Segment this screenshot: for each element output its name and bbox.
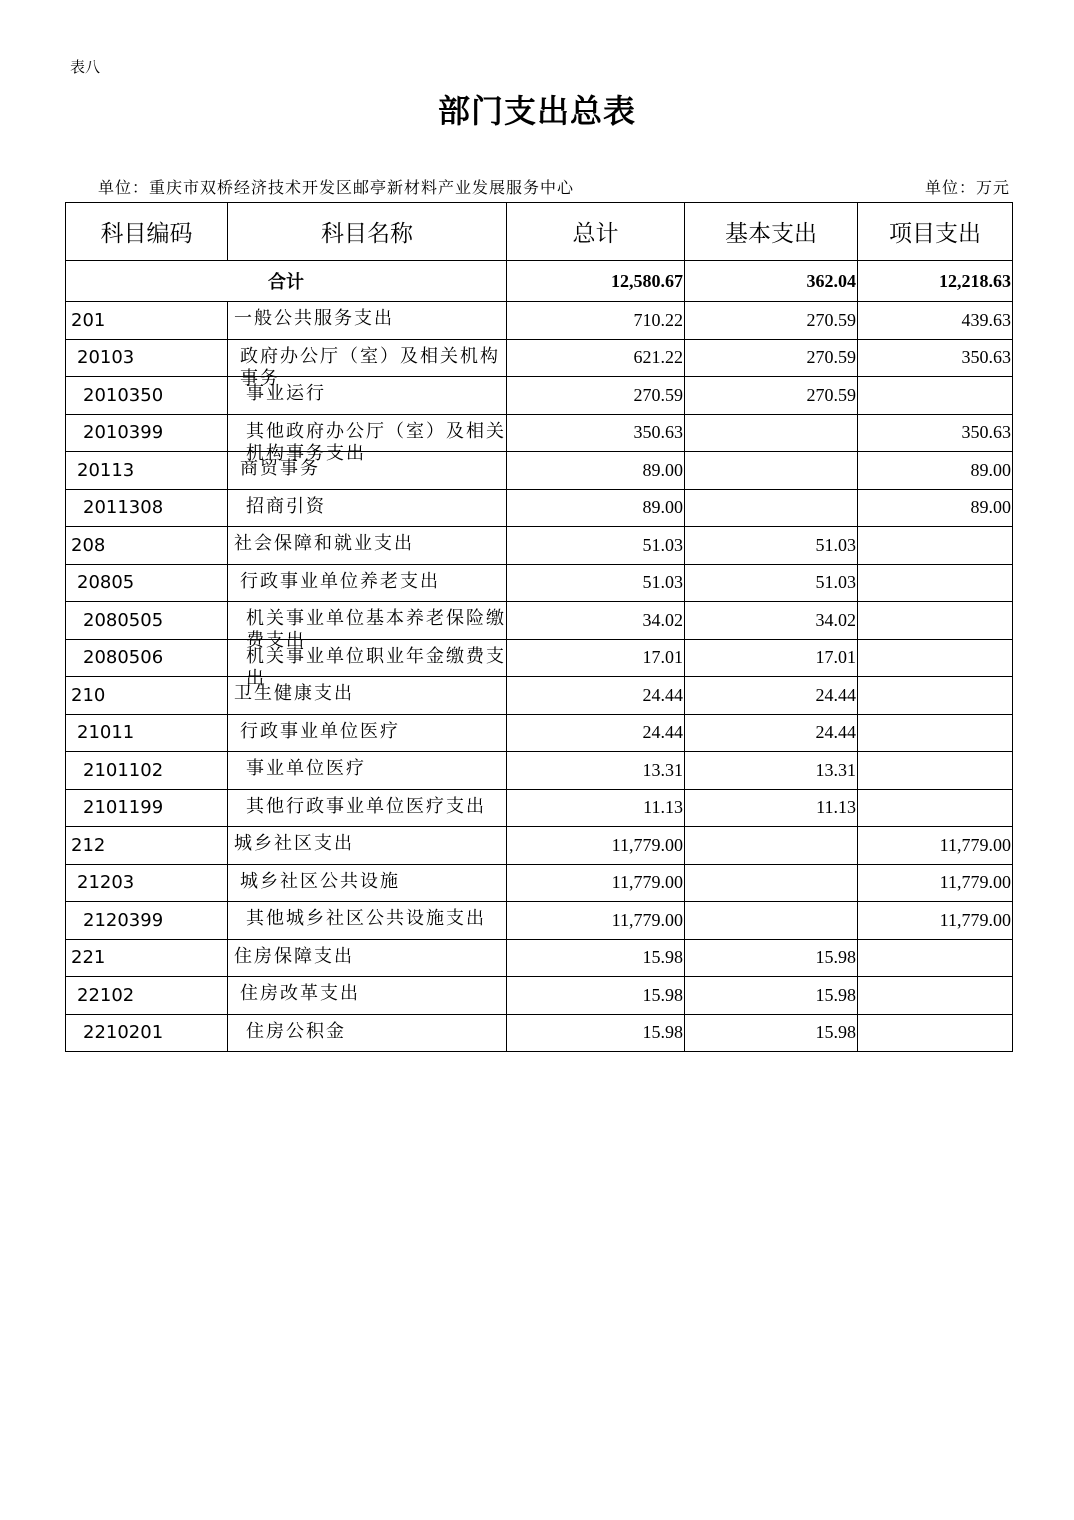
row-name-text: 其他行政事业单位医疗支出 (246, 795, 486, 817)
row-code-text: 21011 (77, 722, 135, 744)
row-code-text: 2080506 (83, 647, 164, 669)
row-name-text: 行政事业单位养老支出 (240, 570, 440, 592)
row-name-text: 卫生健康支出 (234, 683, 354, 704)
table-row (66, 564, 1013, 602)
row-basic (685, 827, 858, 865)
row-code-text: 2010399 (83, 422, 164, 444)
row-code (66, 752, 228, 790)
row-total: 11,779.00 (507, 902, 685, 940)
row-code (66, 677, 228, 715)
row-code (66, 939, 228, 977)
table-row (66, 677, 1013, 715)
row-total: 51.03 (507, 564, 685, 602)
row-basic: 15.98 (685, 977, 858, 1015)
row-total: 15.98 (507, 977, 685, 1015)
row-name-text: 其他政府办公厅（室）及相关机构事务支出 (246, 420, 506, 464)
row-code-text: 2101102 (83, 759, 164, 781)
page-title: 部门支出总表 (437, 92, 636, 130)
row-total: 24.44 (507, 677, 685, 715)
row-project (858, 1014, 1013, 1052)
table-row (66, 939, 1013, 977)
row-name (228, 489, 507, 527)
row-project (858, 564, 1013, 602)
row-total: 11,779.00 (507, 827, 685, 865)
header-project: 项目支出 (858, 203, 1013, 261)
row-total: 17.01 (507, 639, 685, 677)
row-basic: 13.31 (685, 752, 858, 790)
row-code-text: 2101199 (83, 797, 164, 819)
row-code (66, 714, 228, 752)
row-code-text: 22102 (77, 984, 135, 1006)
row-project: 11,779.00 (858, 827, 1013, 865)
total-sum: 12,580.67 (507, 261, 685, 302)
row-code (66, 302, 228, 340)
row-code (66, 452, 228, 490)
row-code-text: 208 (71, 534, 106, 556)
row-project (858, 752, 1013, 790)
table-row (66, 339, 1013, 377)
row-project: 350.63 (858, 339, 1013, 377)
currency-unit: 单位：万元 (924, 178, 1010, 197)
organization-unit: 单位：重庆市双桥经济技术开发区邮亭新材料产业发展服务中心 (98, 178, 575, 197)
row-project: 89.00 (858, 452, 1013, 490)
row-project: 89.00 (858, 489, 1013, 527)
row-code (66, 977, 228, 1015)
row-code-text: 20113 (77, 459, 135, 481)
row-name-text: 社会保障和就业支出 (234, 533, 414, 554)
row-code-text: 2010350 (83, 384, 164, 406)
row-code (66, 527, 228, 565)
row-basic (685, 902, 858, 940)
table-row (66, 977, 1013, 1015)
row-basic: 11.13 (685, 789, 858, 827)
row-code-text: 221 (71, 947, 106, 969)
row-name (228, 789, 507, 827)
row-code (66, 564, 228, 602)
row-name-text: 事业单位医疗 (246, 758, 366, 779)
table-row (66, 827, 1013, 865)
row-basic: 15.98 (685, 1014, 858, 1052)
row-basic (685, 414, 858, 452)
row-name-text: 一般公共服务支出 (234, 308, 394, 329)
row-name (228, 827, 507, 865)
row-name-text: 城乡社区公共设施 (240, 870, 400, 892)
row-project (858, 939, 1013, 977)
row-name (228, 1014, 507, 1052)
table-row (66, 752, 1013, 790)
row-code (66, 1014, 228, 1052)
row-basic (685, 452, 858, 490)
row-basic: 15.98 (685, 939, 858, 977)
row-name-text: 其他城乡社区公共设施支出 (246, 908, 486, 929)
table-number: 表八 (70, 58, 101, 76)
row-total: 350.63 (507, 414, 685, 452)
row-name (228, 752, 507, 790)
header-basic: 基本支出 (685, 203, 858, 261)
row-code (66, 489, 228, 527)
row-code (66, 377, 228, 415)
row-code-text: 201 (71, 309, 106, 331)
row-name-text: 机关事业单位职业年金缴费支出 (246, 645, 506, 689)
row-name (228, 677, 507, 715)
row-basic: 17.01 (685, 639, 858, 677)
row-code-text: 2210201 (83, 1022, 164, 1044)
row-name (228, 902, 507, 940)
row-code-text: 212 (71, 834, 106, 856)
row-total: 11.13 (507, 789, 685, 827)
header-code: 科目编码 (66, 203, 228, 261)
row-project (858, 977, 1013, 1015)
row-total: 710.22 (507, 302, 685, 340)
row-total: 89.00 (507, 489, 685, 527)
row-name (228, 452, 507, 490)
row-basic: 51.03 (685, 527, 858, 565)
table-row (66, 489, 1013, 527)
table-row (66, 414, 1013, 452)
row-name (228, 602, 507, 651)
row-project (858, 527, 1013, 565)
row-name-text: 商贸事务 (240, 458, 320, 479)
row-name (228, 864, 507, 902)
row-basic (685, 864, 858, 902)
row-code-text: 20103 (77, 347, 135, 369)
table-header-row (66, 203, 1013, 261)
row-total: 15.98 (507, 1014, 685, 1052)
row-name (228, 339, 507, 389)
row-project (858, 377, 1013, 415)
table-row (66, 452, 1013, 490)
row-name (228, 302, 507, 340)
row-code (66, 902, 228, 940)
row-name-text: 住房公积金 (246, 1020, 346, 1042)
row-code-text: 2080505 (83, 609, 164, 631)
table-row (66, 527, 1013, 565)
row-total: 34.02 (507, 602, 685, 640)
table-row (66, 377, 1013, 415)
expenditure-table (65, 202, 1013, 1052)
total-label: 合计 (66, 261, 507, 302)
table-row (66, 789, 1013, 827)
row-code (66, 827, 228, 865)
row-project (858, 602, 1013, 640)
row-name-text: 事业运行 (246, 383, 326, 404)
row-project (858, 677, 1013, 715)
row-project: 350.63 (858, 414, 1013, 452)
total-row (66, 261, 1013, 302)
table-row (66, 302, 1013, 340)
row-name-text: 招商引资 (246, 495, 326, 517)
table-row (66, 902, 1013, 940)
table-row (66, 602, 1013, 640)
row-total: 15.98 (507, 939, 685, 977)
header-name: 科目名称 (228, 203, 507, 261)
row-basic: 24.44 (685, 677, 858, 715)
row-total: 11,779.00 (507, 864, 685, 902)
table-row (66, 714, 1013, 752)
row-code-text: 2120399 (83, 909, 164, 931)
row-basic: 34.02 (685, 602, 858, 640)
table-row (66, 864, 1013, 902)
row-name-text: 住房改革支出 (240, 983, 360, 1004)
total-basic: 362.04 (685, 261, 858, 302)
row-code (66, 339, 228, 377)
row-project: 439.63 (858, 302, 1013, 340)
row-total: 270.59 (507, 377, 685, 415)
row-basic: 51.03 (685, 564, 858, 602)
row-code-text: 20805 (77, 572, 135, 594)
row-total: 89.00 (507, 452, 685, 490)
row-total: 24.44 (507, 714, 685, 752)
row-code-text: 210 (71, 684, 106, 706)
row-name (228, 527, 507, 565)
row-name-text: 机关事业单位基本养老保险缴费支出 (246, 608, 506, 651)
row-name (228, 939, 507, 977)
row-basic (685, 489, 858, 527)
row-basic: 24.44 (685, 714, 858, 752)
row-total: 13.31 (507, 752, 685, 790)
row-basic: 270.59 (685, 339, 858, 377)
row-code (66, 602, 228, 640)
row-total: 621.22 (507, 339, 685, 377)
row-name (228, 714, 507, 752)
row-code (66, 414, 228, 452)
row-code (66, 789, 228, 827)
row-name-text: 政府办公厅（室）及相关机构事务 (240, 345, 500, 389)
row-name (228, 414, 507, 464)
table-row (66, 1014, 1013, 1052)
header-total: 总计 (507, 203, 685, 261)
row-code-text: 2011308 (83, 497, 164, 519)
row-total: 51.03 (507, 527, 685, 565)
row-basic: 270.59 (685, 377, 858, 415)
row-basic: 270.59 (685, 302, 858, 340)
row-name (228, 377, 507, 415)
row-name (228, 564, 507, 602)
row-name-text: 住房保障支出 (234, 945, 354, 967)
row-name-text: 行政事业单位医疗 (240, 720, 400, 742)
row-project (858, 789, 1013, 827)
row-code-text: 21203 (77, 872, 135, 894)
row-code (66, 639, 228, 677)
row-project (858, 714, 1013, 752)
total-project: 12,218.63 (858, 261, 1013, 302)
row-name-text: 城乡社区支出 (234, 833, 354, 854)
row-code (66, 864, 228, 902)
row-project: 11,779.00 (858, 864, 1013, 902)
row-name (228, 977, 507, 1015)
row-project (858, 639, 1013, 677)
table-row (66, 639, 1013, 677)
row-project: 11,779.00 (858, 902, 1013, 940)
